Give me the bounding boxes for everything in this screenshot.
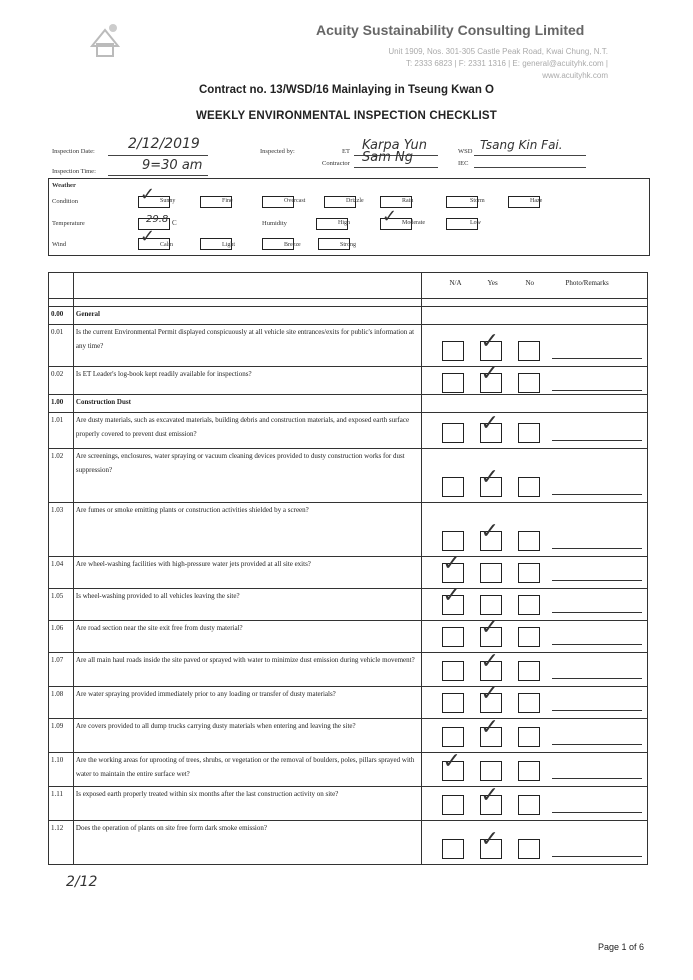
remarks-line[interactable]: [552, 390, 642, 391]
item-question: Is wheel-washing provided to all vehicles leaving the site?: [73, 589, 421, 621]
condition-option-label: Sunny: [160, 198, 176, 204]
tick-mark: ✓: [480, 783, 499, 808]
wind-option-label: Calm: [160, 242, 173, 248]
tick-mark: ✓: [480, 465, 499, 490]
humidity-option-label: Moderate: [402, 220, 425, 226]
answer-cell: [421, 413, 648, 449]
checkbox-na[interactable]: [442, 531, 464, 551]
item-question: Are the working areas for uprooting of trees, shrubs, or vegetation or the removal of boulders, poles, pillars sprayed with water to maintain the entire surface wet?: [73, 753, 421, 787]
inspection-date-value: 2/12/2019: [128, 136, 200, 152]
checkbox-na[interactable]: [442, 693, 464, 713]
inspection-time-label: Inspection Time:: [52, 168, 96, 175]
company-logo-icon: [80, 16, 130, 66]
item-number: 1.02: [49, 449, 74, 503]
inspection-date-label: Inspection Date:: [52, 148, 95, 155]
answer-cell: [421, 783, 648, 821]
checklist-row: [49, 821, 648, 865]
wsd-label: WSD: [458, 148, 473, 155]
item-question: Are road section near the site exit free from dusty material?: [73, 621, 421, 653]
tick-mark: ✓: [480, 615, 499, 640]
address-line-2: T: 2333 6823 | F: 2331 1316 | E: general@acuityhk.com | www.acuityhk.com: [405, 59, 608, 80]
wind-option-label: Strong: [340, 242, 357, 248]
item-question: Are wheel-washing facilities with high-pressure water jets provided at all site exits?: [73, 557, 421, 589]
answer-cell: [421, 307, 648, 325]
checkbox-no[interactable]: [518, 595, 540, 615]
remarks-line[interactable]: [552, 812, 642, 813]
checkbox-no[interactable]: [518, 693, 540, 713]
checkbox-no[interactable]: [518, 423, 540, 443]
tick-mark: ✓: [442, 749, 461, 774]
initials: 2/12: [66, 874, 98, 890]
item-question: Are dusty materials, such as excavated materials, building debris and construction materials, and exposed earth surface properly covered to prevent dust emission?: [73, 413, 421, 449]
condition-option-label: Storm: [470, 198, 485, 204]
checkbox-na[interactable]: [442, 423, 464, 443]
remarks-line[interactable]: [552, 644, 642, 645]
remarks-line[interactable]: [552, 778, 642, 779]
wind-tick: ✓: [140, 226, 156, 247]
tick-mark: ✓: [480, 681, 499, 706]
item-number: 1.09: [49, 719, 74, 753]
humidity-option-label: Low: [470, 220, 481, 226]
answer-cell: [421, 749, 648, 787]
iec-line: [474, 166, 586, 168]
temperature-label: Temperature: [52, 220, 85, 227]
iec-label: IEC: [458, 160, 469, 167]
item-question: Are water spraying provided immediately prior to any loading or transfer of dusty materials?: [73, 687, 421, 719]
condition-label: Condition: [52, 198, 79, 205]
remarks-line[interactable]: [552, 440, 642, 441]
checklist-row: [49, 557, 648, 589]
tick-mark: ✓: [480, 519, 499, 544]
weather-heading: Weather: [52, 182, 76, 189]
remarks-line[interactable]: [552, 494, 642, 495]
checklist-row: [49, 787, 648, 821]
checklist-row: [49, 687, 648, 719]
answer-cell: [421, 583, 648, 621]
checklist-row: [49, 653, 648, 687]
humidity-option-label: High: [338, 220, 350, 226]
humidity-label: Humidity: [262, 220, 287, 227]
item-question: Are all main haul roads inside the site paved or sprayed with water to minimize dust emission during vehicle movement?: [73, 653, 421, 687]
address-line-1: Unit 1909, Nos. 301-305 Castle Peak Road, Kwai Chung, N.T.: [388, 47, 608, 56]
checklist-row: [49, 589, 648, 621]
checkbox-no[interactable]: [518, 477, 540, 497]
condition-option-label: Fine: [222, 198, 233, 204]
checkbox-no[interactable]: [518, 373, 540, 393]
checkbox-na[interactable]: [442, 795, 464, 815]
item-number: 1.03: [49, 503, 74, 557]
answer-cell: [421, 649, 648, 687]
inspection-time-value: 9=30 am: [142, 158, 203, 173]
checkbox-na[interactable]: [442, 839, 464, 859]
checkbox-na[interactable]: [442, 477, 464, 497]
col-yes: Yes: [487, 279, 498, 287]
remarks-line[interactable]: [552, 612, 642, 613]
checklist-row: [49, 503, 648, 557]
column-header-row: [49, 273, 648, 299]
checkbox-no[interactable]: [518, 531, 540, 551]
remarks-line[interactable]: [552, 358, 642, 359]
condition-option-label: Drizzle: [346, 198, 364, 204]
section-heading-row: [49, 307, 648, 325]
checklist-row: [49, 413, 648, 449]
item-number: 1.04: [49, 557, 74, 589]
col-na: N/A: [449, 279, 462, 287]
checkbox-no[interactable]: [518, 795, 540, 815]
checkbox-no[interactable]: [518, 627, 540, 647]
item-number: 1.07: [49, 653, 74, 687]
item-question: Are screenings, enclosures, water spraying or vacuum cleaning devices provided to dusty construction works for dust suppression?: [73, 449, 421, 503]
wsd-line: [474, 154, 586, 156]
section-heading: Construction Dust: [73, 395, 421, 413]
checklist-table: [48, 272, 648, 865]
contractor-value: Sam Ng: [362, 150, 413, 165]
et-value: Karpa Yun: [362, 138, 427, 153]
wsd-value: Tsang Kin Fai.: [480, 138, 563, 152]
inspection-date-line: [108, 154, 208, 156]
remarks-line[interactable]: [552, 744, 642, 745]
tick-mark: ✓: [442, 551, 461, 576]
answer-cell: [421, 615, 648, 653]
checkbox-yes[interactable]: [480, 761, 502, 781]
item-number: 0.00: [49, 307, 74, 325]
checkbox-na[interactable]: [442, 661, 464, 681]
et-label: ET: [342, 148, 350, 155]
wind-option-label: Light: [222, 242, 235, 248]
wind-label: Wind: [52, 241, 67, 248]
condition-option-label: Overcast: [284, 198, 306, 204]
checkbox-no[interactable]: [518, 341, 540, 361]
checklist-row: [49, 621, 648, 653]
company-address: [338, 46, 608, 82]
inspection-time-line: [108, 174, 208, 176]
temperature-unit: C: [172, 219, 177, 227]
remarks-line[interactable]: [552, 856, 642, 857]
checkbox-na[interactable]: [442, 373, 464, 393]
item-number: 1.08: [49, 687, 74, 719]
checkbox-no[interactable]: [518, 727, 540, 747]
answer-cell: [421, 361, 648, 395]
checkbox-na[interactable]: [442, 627, 464, 647]
spacer-row: [49, 299, 648, 307]
answer-cell: [421, 715, 648, 753]
answer-cell: [421, 503, 648, 557]
checkbox-yes[interactable]: [480, 563, 502, 583]
contractor-label: Contractor: [322, 160, 350, 167]
item-number: 1.12: [49, 821, 74, 865]
item-question: Is exposed earth properly treated within six months after the last construction activity on site?: [73, 787, 421, 821]
tick-mark: ✓: [480, 649, 499, 674]
condition-option-label: Rain: [402, 198, 414, 204]
checkbox-no[interactable]: [518, 839, 540, 859]
checklist-row: [49, 449, 648, 503]
checkbox-yes[interactable]: [480, 595, 502, 615]
answer-cell: [421, 449, 648, 503]
checklist-row: [49, 325, 648, 367]
checkbox-na[interactable]: [442, 341, 464, 361]
checklist-title: WEEKLY ENVIRONMENTAL INSPECTION CHECKLIST: [195, 110, 498, 122]
tick-mark: ✓: [442, 583, 461, 608]
item-number: 0.01: [49, 325, 74, 367]
answer-cell: [421, 395, 648, 413]
contractor-line: [354, 166, 438, 168]
remarks-line[interactable]: [552, 580, 642, 581]
wind-option-label: Breeze: [284, 242, 301, 248]
tick-mark: ✓: [480, 715, 499, 740]
checkbox-no[interactable]: [518, 761, 540, 781]
contract-title: Contract no. 13/WSD/16 Mainlaying in Tseung Kwan O: [199, 84, 494, 96]
item-number: 1.01: [49, 413, 74, 449]
answer-cell: [421, 325, 648, 367]
tick-mark: ✓: [480, 827, 499, 852]
item-number: 1.05: [49, 589, 74, 621]
section-heading-row: [49, 395, 648, 413]
checklist-row: [49, 367, 648, 395]
remarks-line[interactable]: [552, 710, 642, 711]
checkbox-na[interactable]: [442, 727, 464, 747]
condition-option-label: Haze: [530, 198, 543, 204]
tick-mark: ✓: [480, 411, 499, 436]
checkbox-no[interactable]: [518, 661, 540, 681]
answer-cell: [421, 681, 648, 719]
col-remarks: Photo/Remarks: [565, 279, 609, 287]
checkbox-no[interactable]: [518, 563, 540, 583]
section-heading: General: [73, 307, 421, 325]
remarks-line[interactable]: [552, 678, 642, 679]
company-name: Acuity Sustainability Consulting Limited: [316, 22, 585, 38]
item-number: 1.00: [49, 395, 74, 413]
item-number: 1.11: [49, 787, 74, 821]
item-question: Does the operation of plants on site free form dark smoke emission?: [73, 821, 421, 865]
item-number: 1.10: [49, 753, 74, 787]
inspected-by-label: Inspected by:: [260, 148, 295, 155]
item-number: 0.02: [49, 367, 74, 395]
humidity-tick: ✓: [382, 206, 398, 227]
condition-tick: ✓: [140, 184, 156, 205]
answer-cell: [421, 821, 648, 865]
page-number: Page 1 of 6: [598, 942, 645, 952]
item-question: Are fumes or smoke emitting plants or construction activities shielded by a screen?: [73, 503, 421, 557]
remarks-line[interactable]: [552, 548, 642, 549]
col-no: No: [525, 279, 535, 287]
tick-mark: ✓: [480, 361, 499, 386]
item-question: Are covers provided to all dump trucks carrying dusty materials when entering and leaving the site?: [73, 719, 421, 753]
checklist-row: [49, 753, 648, 787]
item-number: 1.06: [49, 621, 74, 653]
tick-mark: ✓: [480, 329, 499, 354]
item-question: Is the current Environmental Permit displayed conspicuously at all vehicle site entrances/exits for public's information at any time?: [73, 325, 421, 367]
temperature-value: 29.8: [146, 214, 169, 225]
checklist-row: [49, 719, 648, 753]
item-question: Is ET Leader's log-book kept readily available for inspections?: [73, 367, 421, 395]
